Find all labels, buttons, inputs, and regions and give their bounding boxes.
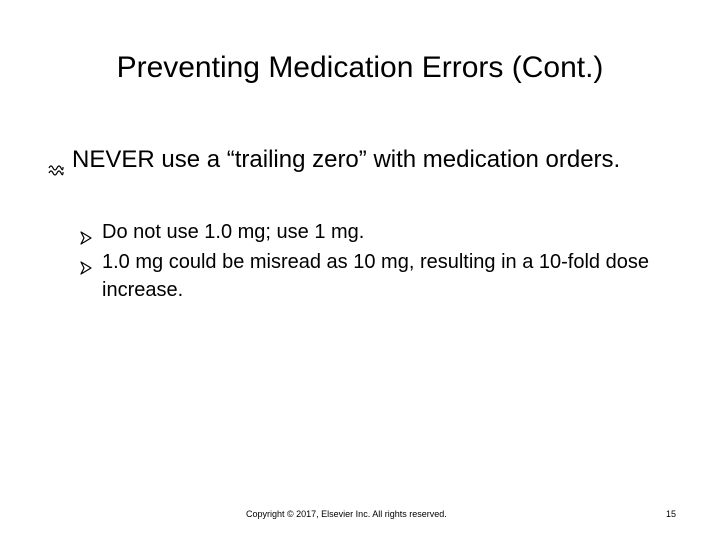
sub-bullet-item [80,248,680,304]
slide-title: Preventing Medication Errors (Cont.) [116,51,604,84]
arrow-bullet-icon [80,225,92,239]
main-bullet [48,145,688,175]
sub-bullet-list [80,218,680,306]
wavy-bullet-icon [48,155,64,169]
arrow-bullet-icon [80,255,92,269]
sub-bullet-text: Do not use 1.0 mg; use 1 mg. [102,221,365,243]
sub-bullet-text: 1.0 mg could be misread as 10 mg, resulting in a 10-fold dose increase. [102,251,649,301]
sub-bullet-item [80,218,680,246]
main-bullet-text: NEVER use a “trailing zero” with medication orders. [72,146,621,173]
page-number: 15 [666,509,677,519]
copyright-text: Copyright © 2017, Elsevier Inc. All rights reserved. [246,509,447,519]
